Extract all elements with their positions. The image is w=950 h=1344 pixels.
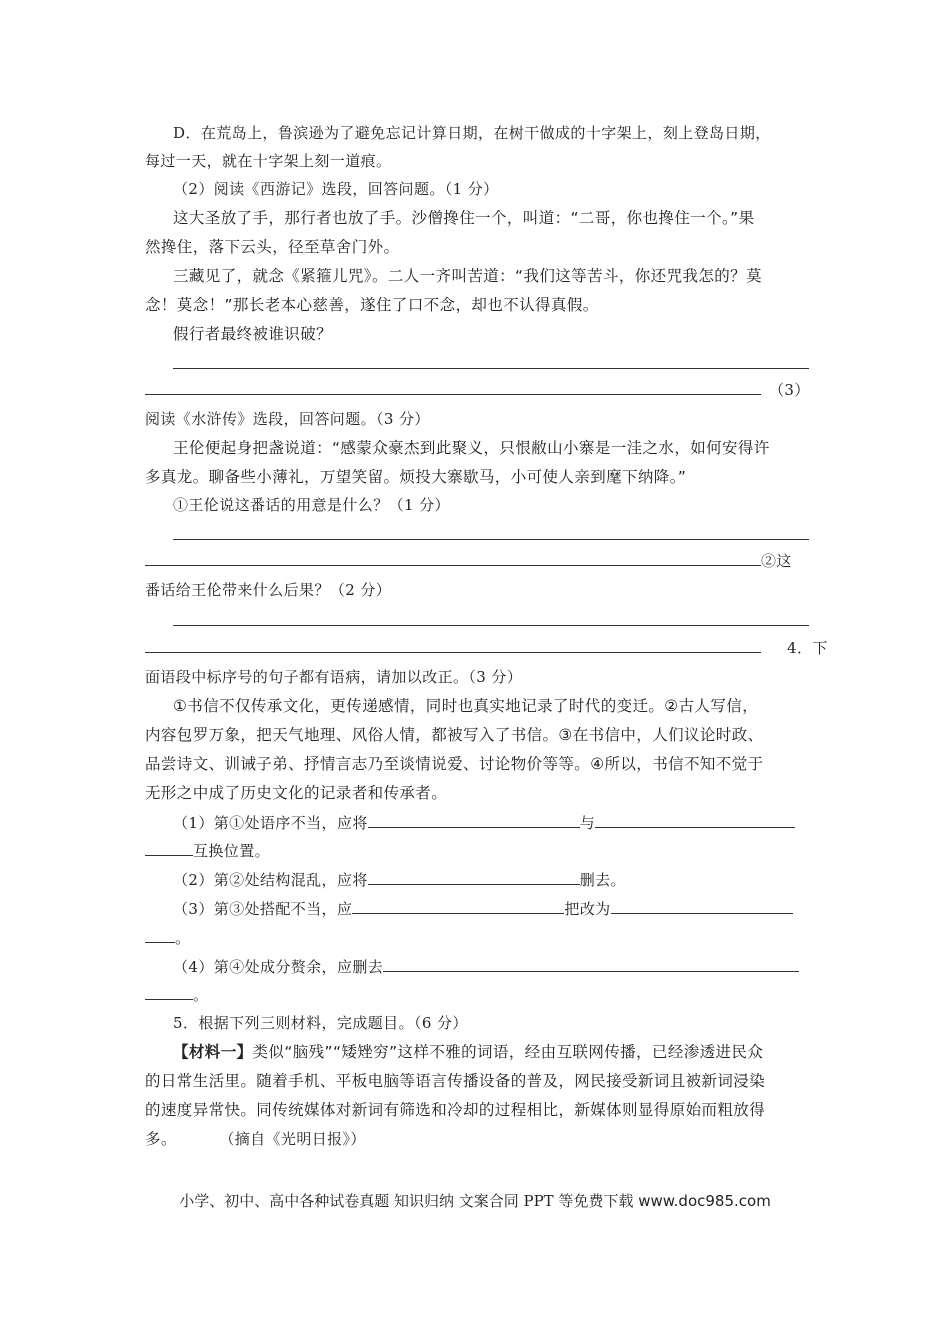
- xiyouji-question: 假行者最终被谁识破？: [173, 325, 333, 343]
- q4-sub-4: [173, 957, 817, 977]
- xiyouji-passage-line: 这大圣放了手，那行者也放了手。沙僧搀住一个，叫道：“二哥，你也搀住一个。”果: [173, 209, 755, 227]
- answer-blank[interactable]: [368, 870, 580, 885]
- q4-sub-1-text: （1）第①处语序不当，应将: [173, 814, 368, 832]
- shuihu-passage-line: 多真龙。聊备些小薄礼，万望笑留。烦投大寨歇马，小可使人亲到麾下纳降。”: [145, 468, 687, 486]
- q4-passage-line: 品尝诗文、训诫子弟、抒情言志乃至谈情说爱、讨论物价等等。④所以，书信不知不觉于: [145, 755, 764, 773]
- answer-line[interactable]: [173, 368, 809, 369]
- q4-sub-2-text: （2）第②处结构混乱，应将: [173, 871, 368, 889]
- q4-passage-line: ①书信不仅传承文化，更传递感情，同时也真实地记录了时代的变迁。②古人写信，: [173, 697, 759, 715]
- xiyouji-passage-line: 三藏见了，就念《紧箍儿咒》。二人一齐叫苦道：“我们这等苦斗，你还咒我怎的？莫: [173, 267, 762, 285]
- material-1-text: 多。: [145, 1130, 177, 1148]
- answer-blank[interactable]: [352, 899, 564, 914]
- q5-material-1-line: 的日常生活里。随着手机、平板电脑等语言传播设备的普及，网民接受新词且被新词浸染: [145, 1072, 766, 1090]
- shuihu-passage-line: 王伦便起身把盏说道：“感蒙众豪杰到此聚义，只恨敝山小寨是一洼之水，如何安得许: [173, 439, 770, 457]
- answer-blank[interactable]: [611, 899, 793, 914]
- q5-material-1-last: [145, 1129, 817, 1149]
- shuihu-prompt: 阅读《水浒传》选段，回答问题。（3 分）: [145, 410, 430, 428]
- q4-sub-4-end: 。: [193, 986, 209, 1004]
- answer-line-row[interactable]: [145, 638, 828, 658]
- material-1-source: （摘自《光明日报》）: [226, 1130, 366, 1148]
- q5-material-1-line: 的速度异常快。同传统媒体对新词有筛选和冷却的过程相比，新媒体则显得原始而粗放得: [145, 1101, 766, 1119]
- q4-sub-4-cont: [145, 985, 817, 1005]
- answer-line-row[interactable]: [145, 380, 817, 400]
- answer-blank[interactable]: [145, 638, 761, 653]
- q4-title: 面语段中标序号的句子都有语病，请加以改正。（3 分）: [145, 668, 523, 686]
- q4-sub-4-text: （4）第④处成分赘余，应删去: [173, 958, 384, 976]
- xiyouji-passage-line: 念！莫念！”那长老本心慈善，遂住了口不念，却也不认得真假。: [145, 296, 599, 314]
- material-1-label: 【材料一】: [173, 1043, 253, 1061]
- q4-sub-1-and: 与: [579, 814, 596, 832]
- shuihu-question-2-lead: ②这: [761, 552, 792, 570]
- option-d-line1: D．在荒岛上，鲁滨逊为了避免忘记计算日期，在树干做成的十字架上，刻上登岛日期，: [173, 124, 771, 142]
- footer-link[interactable]: www.doc985.com: [638, 1192, 771, 1210]
- shuihu-prompt-lead: （3）: [769, 381, 810, 399]
- answer-blank[interactable]: [145, 380, 761, 395]
- shuihu-question-2: 番话给王伦带来什么后果？（2 分）: [145, 581, 392, 599]
- answer-blank[interactable]: [383, 957, 799, 972]
- answer-line[interactable]: [173, 625, 809, 626]
- q4-number: 4．下: [787, 639, 828, 657]
- xiyouji-passage-line: 然搀住，落下云头，径至草舍门外。: [145, 238, 400, 256]
- material-1-text: 类似“脑残”“矮矬穷”这样不雅的词语，经由互联网传播，已经渗透进民众: [252, 1043, 764, 1061]
- answer-line-row[interactable]: [145, 551, 817, 571]
- q4-sub-1-cont: [145, 841, 817, 861]
- q4-passage-line: 内容包罗万象，把天气地理、风俗人情，都被写入了书信。③在书信中，人们议论时政、: [145, 726, 764, 744]
- q4-sub-3-cont: [145, 928, 817, 948]
- q4-passage-line: 无形之中成了历史文化的记录者和传承者。: [145, 784, 448, 802]
- answer-line[interactable]: [173, 539, 809, 540]
- answer-blank[interactable]: [145, 551, 761, 566]
- answer-blank[interactable]: [145, 985, 193, 1000]
- q4-sub-1: [173, 813, 817, 833]
- option-d-line2: 每过一天，就在十字架上刻一道痕。: [145, 152, 392, 170]
- q4-sub-3-end: 。: [175, 929, 191, 947]
- xiyouji-prompt: （2）阅读《西游记》选段，回答问题。（1 分）: [173, 180, 499, 198]
- q4-sub-3-mid: 把改为: [564, 900, 611, 918]
- q4-sub-2: [173, 870, 817, 890]
- answer-blank[interactable]: [595, 813, 795, 828]
- page-footer: [0, 1190, 950, 1211]
- q4-sub-2-end: 删去。: [579, 871, 626, 889]
- footer-text: 小学、初中、高中各种试卷真题 知识归纳 文案合同 PPT 等免费下载: [179, 1192, 634, 1210]
- answer-blank[interactable]: [145, 841, 193, 856]
- answer-blank[interactable]: [145, 928, 175, 943]
- q4-sub-3-text: （3）第③处搭配不当，应: [173, 900, 353, 918]
- q5-title: 5．根据下列三则材料，完成题目。（6 分）: [173, 1014, 468, 1032]
- q5-material-1-line: [173, 1042, 817, 1062]
- q4-sub-1-end: 互换位置。: [193, 842, 271, 860]
- q4-sub-3: [173, 899, 817, 919]
- shuihu-question-1: ①王伦说这番话的用意是什么？（1 分）: [173, 496, 450, 514]
- answer-blank[interactable]: [368, 813, 580, 828]
